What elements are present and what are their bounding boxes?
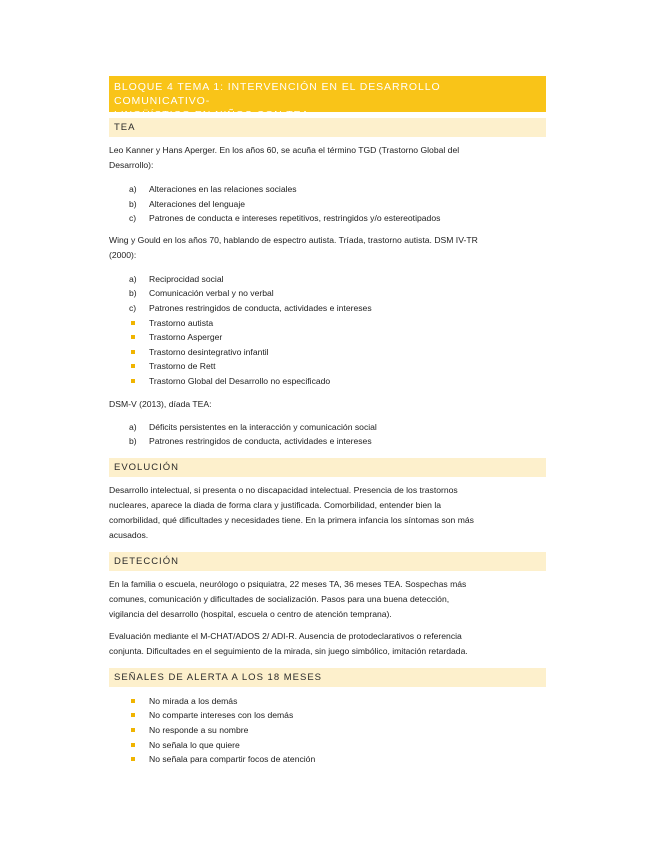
bullet-item: No responde a su nombre: [109, 723, 546, 738]
list-item: b) Patrones restringidos de conducta, actividades e intereses: [129, 436, 372, 447]
bullet-item: Trastorno de Rett: [109, 359, 546, 374]
bullet-item: Trastorno autista: [109, 316, 546, 331]
paragraph-dsm5: DSM-V (2013), díada TEA:: [109, 398, 212, 409]
bullet-item: No señala lo que quiere: [109, 738, 546, 753]
paragraph-kanner: Leo Kanner y Hans Aperger. En los años 60, se acuña el término TGD (Trastorno Global del Desarrollo):: [109, 145, 460, 170]
bullet-icon: [131, 350, 135, 354]
paragraph-deteccion-2: Evaluación mediante el M-CHAT/ADOS 2/ ADI-R. Ausencia de protodeclarativos o referencia conjunta. Dificultades en el seguimiento de la mirada, sin juego simbólico, imitación retardada.: [109, 630, 468, 656]
bullet-icon: [131, 335, 135, 339]
bullet-item: Trastorno desintegrativo infantil: [109, 345, 546, 360]
bullet-icon: [131, 757, 135, 761]
list-item: a) Alteraciones en las relaciones sociales: [129, 184, 297, 194]
bullet-icon: [131, 743, 135, 747]
list-item: b) Alteraciones del lenguaje: [129, 198, 246, 209]
bullet-item: Trastorno Asperger: [109, 330, 546, 345]
list-item: b) Comunicación verbal y no verbal: [129, 288, 274, 299]
list-item: c) Patrones de conducta e intereses repetitivos, restringidos y/o estereotipados: [129, 213, 441, 224]
bullet-item: Trastorno Global del Desarrollo no especificado: [109, 374, 546, 389]
bullet-icon: [131, 321, 135, 325]
section-heading-tea: TEA: [109, 118, 546, 137]
list-item: c) Patrones restringidos de conducta, actividades e intereses: [129, 302, 372, 313]
title-line-2: LINGÜÍSTICO EN NIÑOS CON TEA: [114, 109, 310, 121]
list-item: a) Reciprocidad social: [129, 273, 224, 284]
document-title: [109, 76, 546, 121]
list-diada: [109, 420, 546, 449]
section-heading-senales: SEÑALES DE ALERTA A LOS 18 MESES: [109, 668, 546, 687]
document-page: [109, 76, 546, 767]
section-heading-deteccion: DETECCIÓN: [109, 552, 546, 571]
bullet-item: No comparte intereses con los demás: [109, 708, 546, 723]
paragraph-evolucion: Desarrollo intelectual, si presenta o no discapacidad intelectual. Presencia de los trastornos nucleares, aparece la diada de forma clara y justificada. Comorbilidad, entender bien la comorbilidad, qué dificultades y necesidades tiene. En la primera infancia los síntomas son más acusados.: [109, 484, 474, 540]
list-tgd: [109, 182, 546, 226]
bullet-icon: [131, 379, 135, 383]
bullet-icon: [131, 713, 135, 717]
paragraph-deteccion-1: En la familia o escuela, neurólogo o psiquiatra, 22 meses TA, 36 meses TEA. Sospechas más comunes, comunicación y dificultades de socialización. Pasos para una buena detección, vigilancia del desarrollo (hospital, escuela o centro de atención temprana).: [109, 578, 467, 619]
list-item: a) Déficits persistentes en la interacción y comunicación social: [129, 421, 377, 432]
bullet-item: No señala para compartir focos de atención: [109, 752, 546, 767]
paragraph-wing-gould: Wing y Gould en los años 70, hablando de espectro autista. Tríada, trastorno autista. DSM IV-TR (2000):: [109, 234, 478, 260]
bullet-icon: [131, 364, 135, 368]
title-line-1: BLOQUE 4 TEMA 1: INTERVENCIÓN EN EL DESARROLLO COMUNICATIVO-: [114, 81, 441, 107]
bullet-icon: [131, 699, 135, 703]
section-heading-evolucion: EVOLUCIÓN: [109, 458, 546, 477]
list-triada: [109, 272, 546, 389]
list-senales: [109, 694, 546, 767]
bullet-item: No mirada a los demás: [109, 694, 546, 709]
bullet-icon: [131, 728, 135, 732]
